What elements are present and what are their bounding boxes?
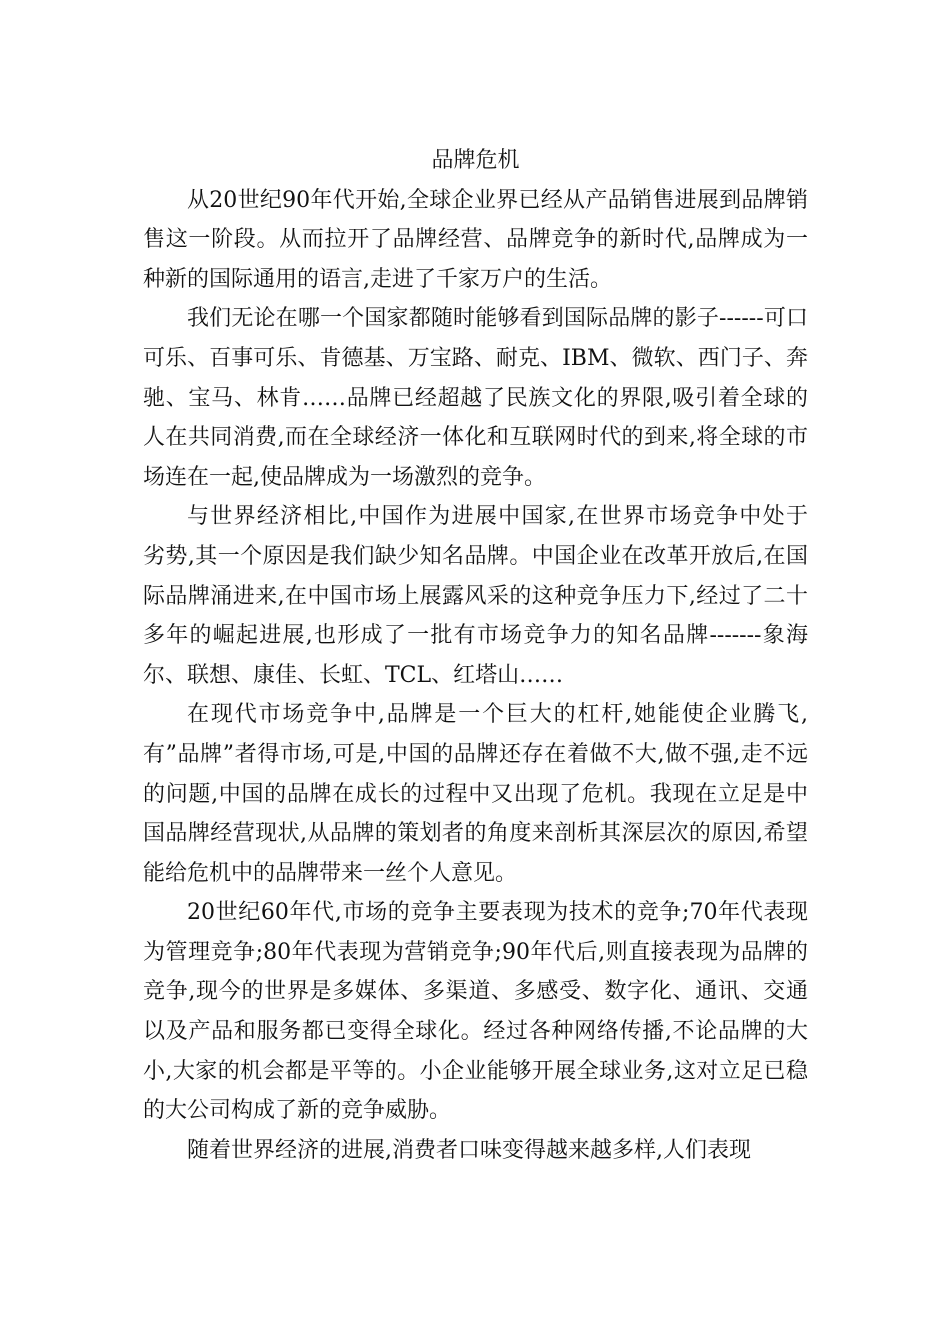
paragraph-5: 20世纪60年代,市场的竞争主要表现为技术的竞争;70年代表现为管理竞争;80年代表现为营销竞争;90年代后,则直接表现为品牌的竞争,现今的世界是多媒体、多渠道、多感受、数字化、通讯、交通以及产品和服务都已变得全球化。经过各种网络传播,不论品牌的大小,大家的机会都是平等的。小企业能够开展全球业务,这对立足已稳的大公司构成了新的竞争威胁。 (143, 900, 808, 1124)
paragraph-3: 与世界经济相比,中国作为进展中国家,在世界市场竞争中处于 劣势,其一个原因是我们缺少知名品牌。中国企业在改革开放后,在国际品牌涌进来,在中国市场上展露风采的这种竞争压力下,经过了二十多年的崛起进展,也形成了一批有市场竞争力的知名品牌-------象海尔、联想、康佳、长虹、TCL、红塔山…… (143, 504, 831, 688)
document-body (143, 141, 831, 1170)
document-title: 品牌危机 (431, 148, 520, 173)
paragraph-6: 随着世界经济的进展,消费者口味变得越来越多样,人们表现 (187, 1137, 751, 1163)
paragraph-4: 在现代市场竞争中,品牌是一个巨大的杠杆,她能使企业腾飞,有”品牌”者得市场,可是,中国的品牌还存在着做不大,做不强,走不远的问题,中国的品牌在成长的过程中又出现了危机。我现在立足是中国品牌经营现状,从品牌的策划者的角度来剖析其深层次的原因,希望能给危机中的品牌带来一丝个人意见。 (143, 702, 808, 886)
paragraph-1: 从20世纪90年代开始,全球企业界已经从产品销售进展到品牌销售这一阶段。从而拉开了品牌经营、品牌竞争的新时代,品牌成为一种新的国际通用的语言,走进了千家万户的生活。 (143, 187, 808, 292)
paragraph-2: 我们无论在哪一个国家都随时能够看到国际品牌的影子------可口可乐、百事可乐、肯德基、万宝路、耐克、IBM、微软、西门子、奔驰、宝马、林肯……品牌已经超越了民族文化的界限,吸引着全球的人在共同消费,而在全球经济一体化和互联网时代的到来,将全球的市场连在一起,使品牌成为一场激烈的竞争。 (143, 306, 808, 490)
